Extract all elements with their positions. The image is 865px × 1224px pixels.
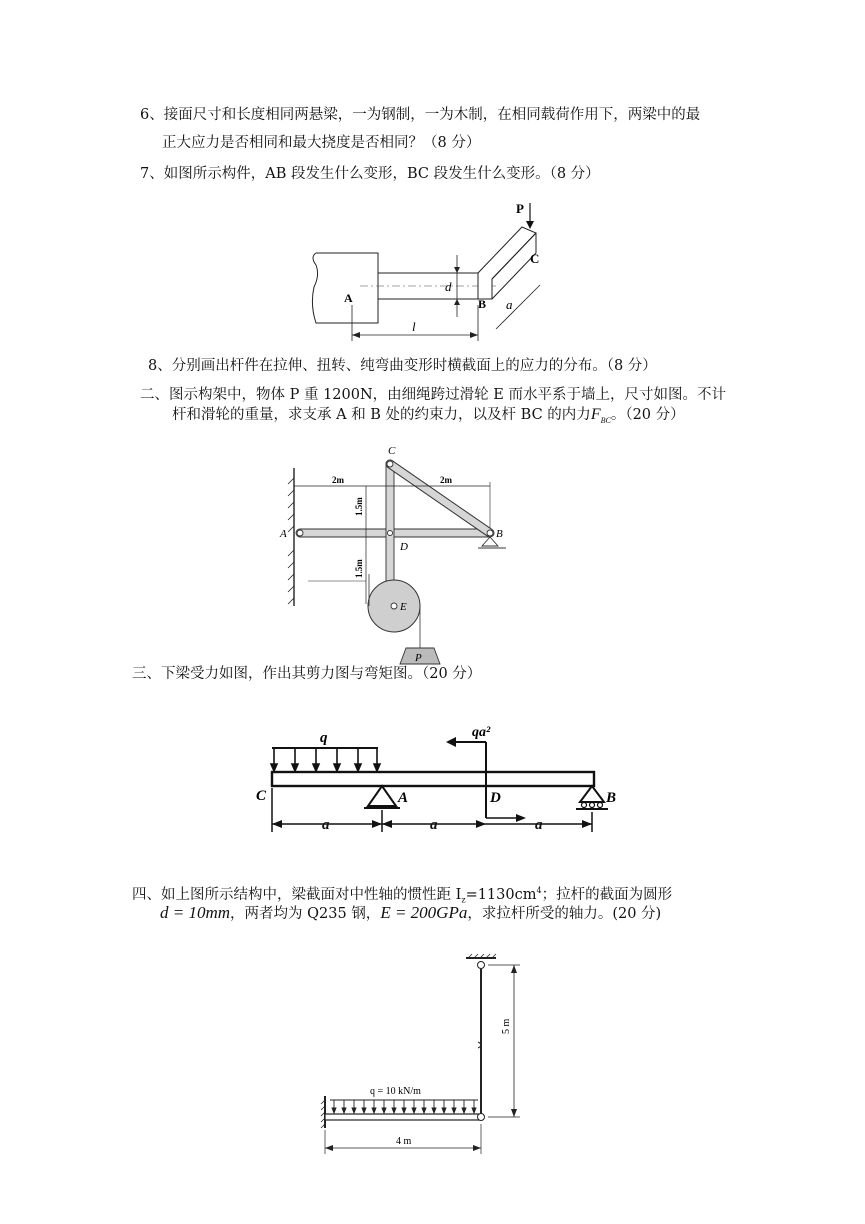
s4-label-5m: 5 m: [501, 1018, 512, 1034]
s2-dim-up-text: 1.5m: [354, 497, 364, 516]
s4-line2-post: ，求拉杆所受的轴力。(20 分): [467, 906, 662, 922]
s4-line1-pre: 四、如上图所示结构中，梁截面对中性轴的惯性距 I: [132, 886, 462, 903]
s2-force-symbol: F: [590, 406, 601, 423]
q7-label-l: l: [412, 319, 416, 334]
s3-label-a3: a: [535, 817, 543, 833]
q6-line2: 正大应力是否相同和最大挠度是否相同？（8 分）: [162, 135, 481, 151]
s3-label-d: D: [490, 790, 501, 806]
s2-line2-pre: 杆和滑轮的重量，求支承 A 和 B 处的约束力，以及杆 BC 的内力: [172, 407, 591, 423]
s2-line2-post: 。（20 分）: [610, 407, 685, 423]
s2-line2: [172, 405, 685, 431]
s3-label-qa2: qa²: [472, 725, 491, 740]
s4-line2: [160, 903, 661, 924]
q7-dim-a: [496, 285, 540, 329]
s3-beam: [272, 772, 594, 786]
s2-label-c: C: [388, 445, 396, 457]
s3-support-b: [580, 786, 604, 802]
s2-label-a: A: [280, 528, 287, 540]
q7-label-a-dim: a: [506, 297, 513, 312]
s4-figure: [318, 950, 538, 1160]
s2-line1: 二、图示构架中，物体 P 重 1200N，由细绳跨过滑轮 E 而水平系于墙上，尺寸如图。不计: [140, 387, 726, 403]
s2-label-d: D: [400, 541, 408, 553]
s3-force-arrow: [446, 737, 456, 747]
s3-label-a: A: [398, 790, 409, 806]
s4-line1-mid: =1130cm: [465, 886, 537, 903]
q7-label-a: A: [344, 291, 353, 305]
s4-label-q: q = 10 kN/m: [370, 1086, 421, 1097]
q7-label-p: P: [516, 201, 524, 216]
q7-figure: [300, 195, 560, 345]
s4-d-equation: d = 10mm: [160, 903, 231, 922]
s2-dim-left-text: 2m: [332, 475, 344, 485]
s2-dim-down-text: 1.5m: [354, 559, 364, 578]
s4-line2-mid: ，两者均为 Q235 钢，: [230, 906, 381, 922]
s2-label-p: P: [415, 652, 422, 664]
q7-wall: [312, 253, 378, 323]
s4-i-superscript: 4: [536, 886, 542, 895]
s4-beam: [325, 1114, 479, 1120]
q7-text: 7、如图所示构件，AB 段发生什么变形，BC 段发生什么变形。（8 分）: [140, 166, 600, 182]
s2-dim-right-text: 2m: [440, 475, 452, 485]
s3-label-q: q: [320, 730, 328, 746]
s4-e-equation: E = 200GPa: [380, 903, 468, 922]
q7-label-b: B: [478, 297, 487, 311]
s4-i-subscript: z: [461, 895, 466, 905]
s2-force-subscript: BC: [600, 415, 611, 425]
s2-figure: [268, 438, 528, 670]
s2-label-e: E: [400, 601, 407, 613]
s3-label-b: B: [606, 790, 617, 806]
q8-text: 8、分别画出杆件在拉伸、扭转、纯弯曲变形时横截面上的应力的分布。（8 分）: [148, 358, 657, 374]
q6-line1: 6、接面尺寸和长度相同两悬梁，一为钢制，一为木制，在相同载荷作用下，两梁中的最: [140, 107, 701, 123]
q7-label-c: C: [530, 251, 540, 266]
s3-label-c: C: [256, 788, 267, 804]
s3-support-a: [368, 786, 396, 806]
s4-line1-post: ；拉杆的截面为圆形: [541, 886, 673, 903]
s3-label-a1: a: [322, 817, 330, 833]
s3-text: 三、下梁受力如图，作出其剪力图与弯矩图。（20 分）: [132, 666, 482, 682]
s3-label-a2: a: [430, 817, 438, 833]
s3-figure: [250, 722, 630, 837]
s4-label-4m: 4 m: [396, 1136, 412, 1147]
s2-support-a: [297, 530, 303, 536]
q7-label-d: d: [445, 279, 452, 294]
s2-label-b: B: [496, 528, 503, 540]
